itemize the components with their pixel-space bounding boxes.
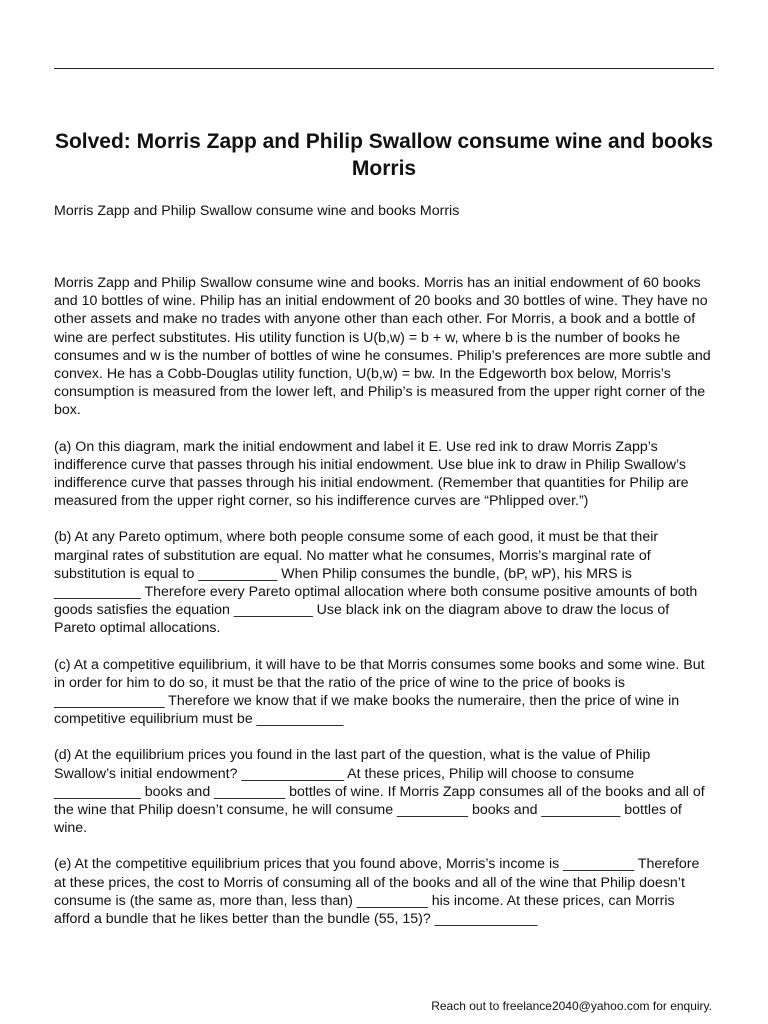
question-part-d: (d) At the equilibrium prices you found in the last part of the question, what is the value of Philip Swallow’s initial endowment? _____________ At these prices, Philip will choose to consume ___________ books and _________ bottles of wine. If Morris Zapp consumes all of the books and all of the wine that Philip doesn’t consume, he will consume _________ books and __________ bottles of wine. [54, 747, 705, 837]
question-part-a: (a) On this diagram, mark the initial endowment and label it E. Use red ink to draw Morris Zapp’s indifference curve that passes through his initial endowment. Use blue ink to draw in Philip Swallow’s indifference curve that passes through his initial endowment. (Remember that quantities for Philip are measured from the upper right corner, so his indifference curves are “Phlipped over.”) [54, 438, 689, 510]
question-part-c: (c) At a competitive equilibrium, it will have to be that Morris consumes some books and some wine. But in order for him to do so, it must be that the ratio of the price of wine to the price of books is ______________ Therefore we know that if we make books the numeraire, then the price of wine in competitive equilibrium must be ___________ [54, 656, 705, 728]
page-subtitle: Morris Zapp and Philip Swallow consume wine and books Morris [54, 203, 460, 219]
footer-contact: Reach out to freelance2040@yahoo.com for enquiry. [431, 999, 712, 1013]
intro-paragraph: Morris Zapp and Philip Swallow consume wine and books. Morris has an initial endowment of 60 books and 10 bottles of wine. Philip has an initial endowment of 20 books and 30 bottles of wine. They have no other assets and make no trades with anyone other than each other. For Morris, a book and a bottle of wine are perfect substitutes. His utility function is U(b,w) = b + w, where b is the number of books he consumes and w is the number of bottles of wine he consumes. Philip’s preferences are more subtle and convex. He has a Cobb-Douglas utility function, U(b,w) = bw. In the Edgeworth box below, Morris’s consumption is measured from the lower left, and Philip’s is measured from the upper right corner of the box. [54, 275, 711, 419]
question-body [54, 274, 714, 946]
page-title: Solved: Morris Zapp and Philip Swallow consume wine and books Morris [54, 130, 714, 180]
question-part-b: (b) At any Pareto optimum, where both people consume some of each good, it must be that their marginal rates of substitution are equal. No matter what he consumes, Morris’s marginal rate of substitution is equal to __________ When Philip consumes the bundle, (bP, wP), his MRS is ___________ Therefore every Pareto optimal allocation where both consume positive amounts of both goods satisfies the equation __________ Use black ink on the diagram above to draw the locus of Pareto optimal allocations. [54, 529, 698, 637]
top-divider [54, 68, 714, 69]
question-part-e: (e) At the competitive equilibrium prices that you found above, Morris’s income is _________ Therefore at these prices, the cost to Morris of consuming all of the books and all of the wine that Philip doesn’t consume is (the same as, more than, less than) _________ his income. At these prices, can Morris afford a bundle that he likes better than the bundle (55, 15)? _____________ [54, 856, 700, 928]
